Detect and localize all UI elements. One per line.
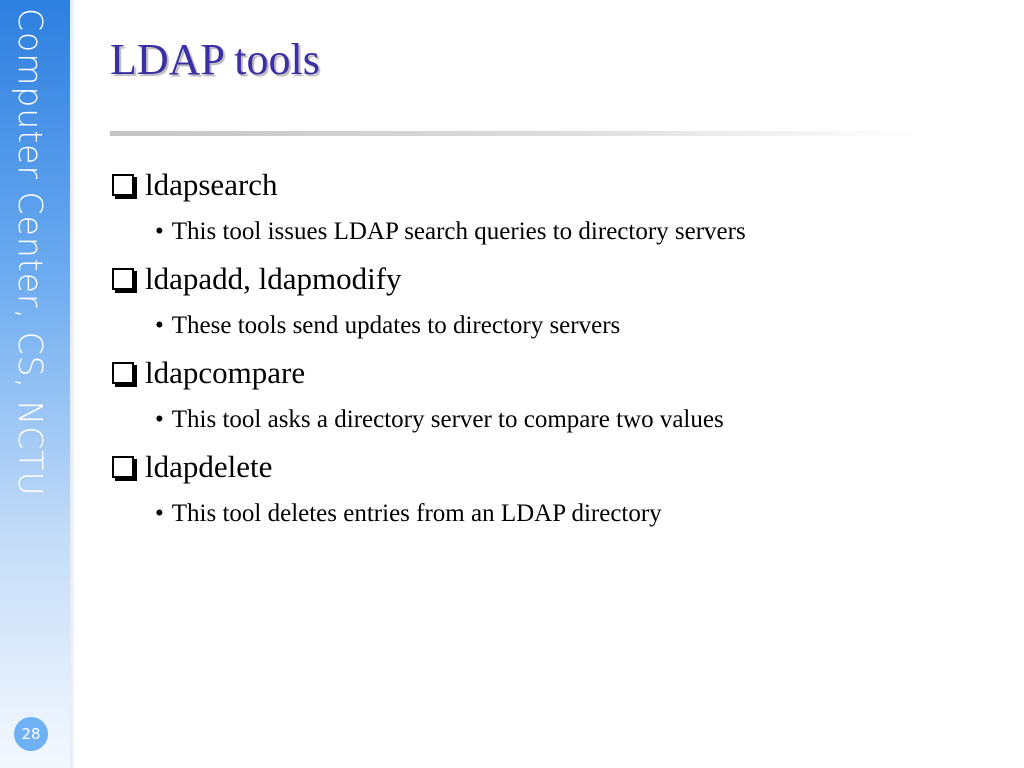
bullet-dot-icon: • — [155, 406, 164, 433]
bullet-dot-icon: • — [155, 218, 164, 245]
sub-item — [155, 392, 992, 448]
sidebar-banner — [0, 0, 70, 768]
sub-item-text: This tool issues LDAP search queries to directory servers — [171, 218, 746, 245]
item-heading: ldapdelete — [145, 449, 273, 484]
sub-item — [155, 486, 992, 542]
checkbox-bullet-icon — [112, 456, 134, 478]
bullet-dot-icon: • — [155, 500, 164, 527]
slide-title: LDAP tools — [110, 35, 320, 84]
checkbox-bullet-icon — [112, 174, 134, 196]
sub-item-text: This tool deletes entries from an LDAP directory — [171, 500, 662, 527]
list-item-ldapdelete — [112, 448, 992, 486]
sidebar-label: Computer Center, CS, NCTU — [11, 8, 50, 497]
sub-item-text: These tools send updates to directory servers — [171, 312, 621, 339]
sub-item-text: This tool asks a directory server to compare two values — [171, 406, 724, 433]
list-item-ldapcompare — [112, 354, 992, 392]
title-divider — [110, 131, 920, 136]
sub-item — [155, 204, 992, 260]
checkbox-bullet-icon — [112, 268, 134, 290]
item-heading: ldapadd, ldapmodify — [145, 261, 402, 296]
bullet-dot-icon: • — [155, 312, 164, 339]
page-number-badge: 28 — [14, 717, 48, 751]
checkbox-bullet-icon — [112, 362, 134, 384]
list-item-ldapsearch — [112, 166, 992, 204]
item-heading: ldapsearch — [145, 167, 278, 202]
sub-item — [155, 298, 992, 354]
list-item-ldapadd — [112, 260, 992, 298]
item-heading: ldapcompare — [145, 355, 306, 390]
slide-content — [112, 166, 992, 542]
sidebar-shadow — [70, 0, 76, 768]
